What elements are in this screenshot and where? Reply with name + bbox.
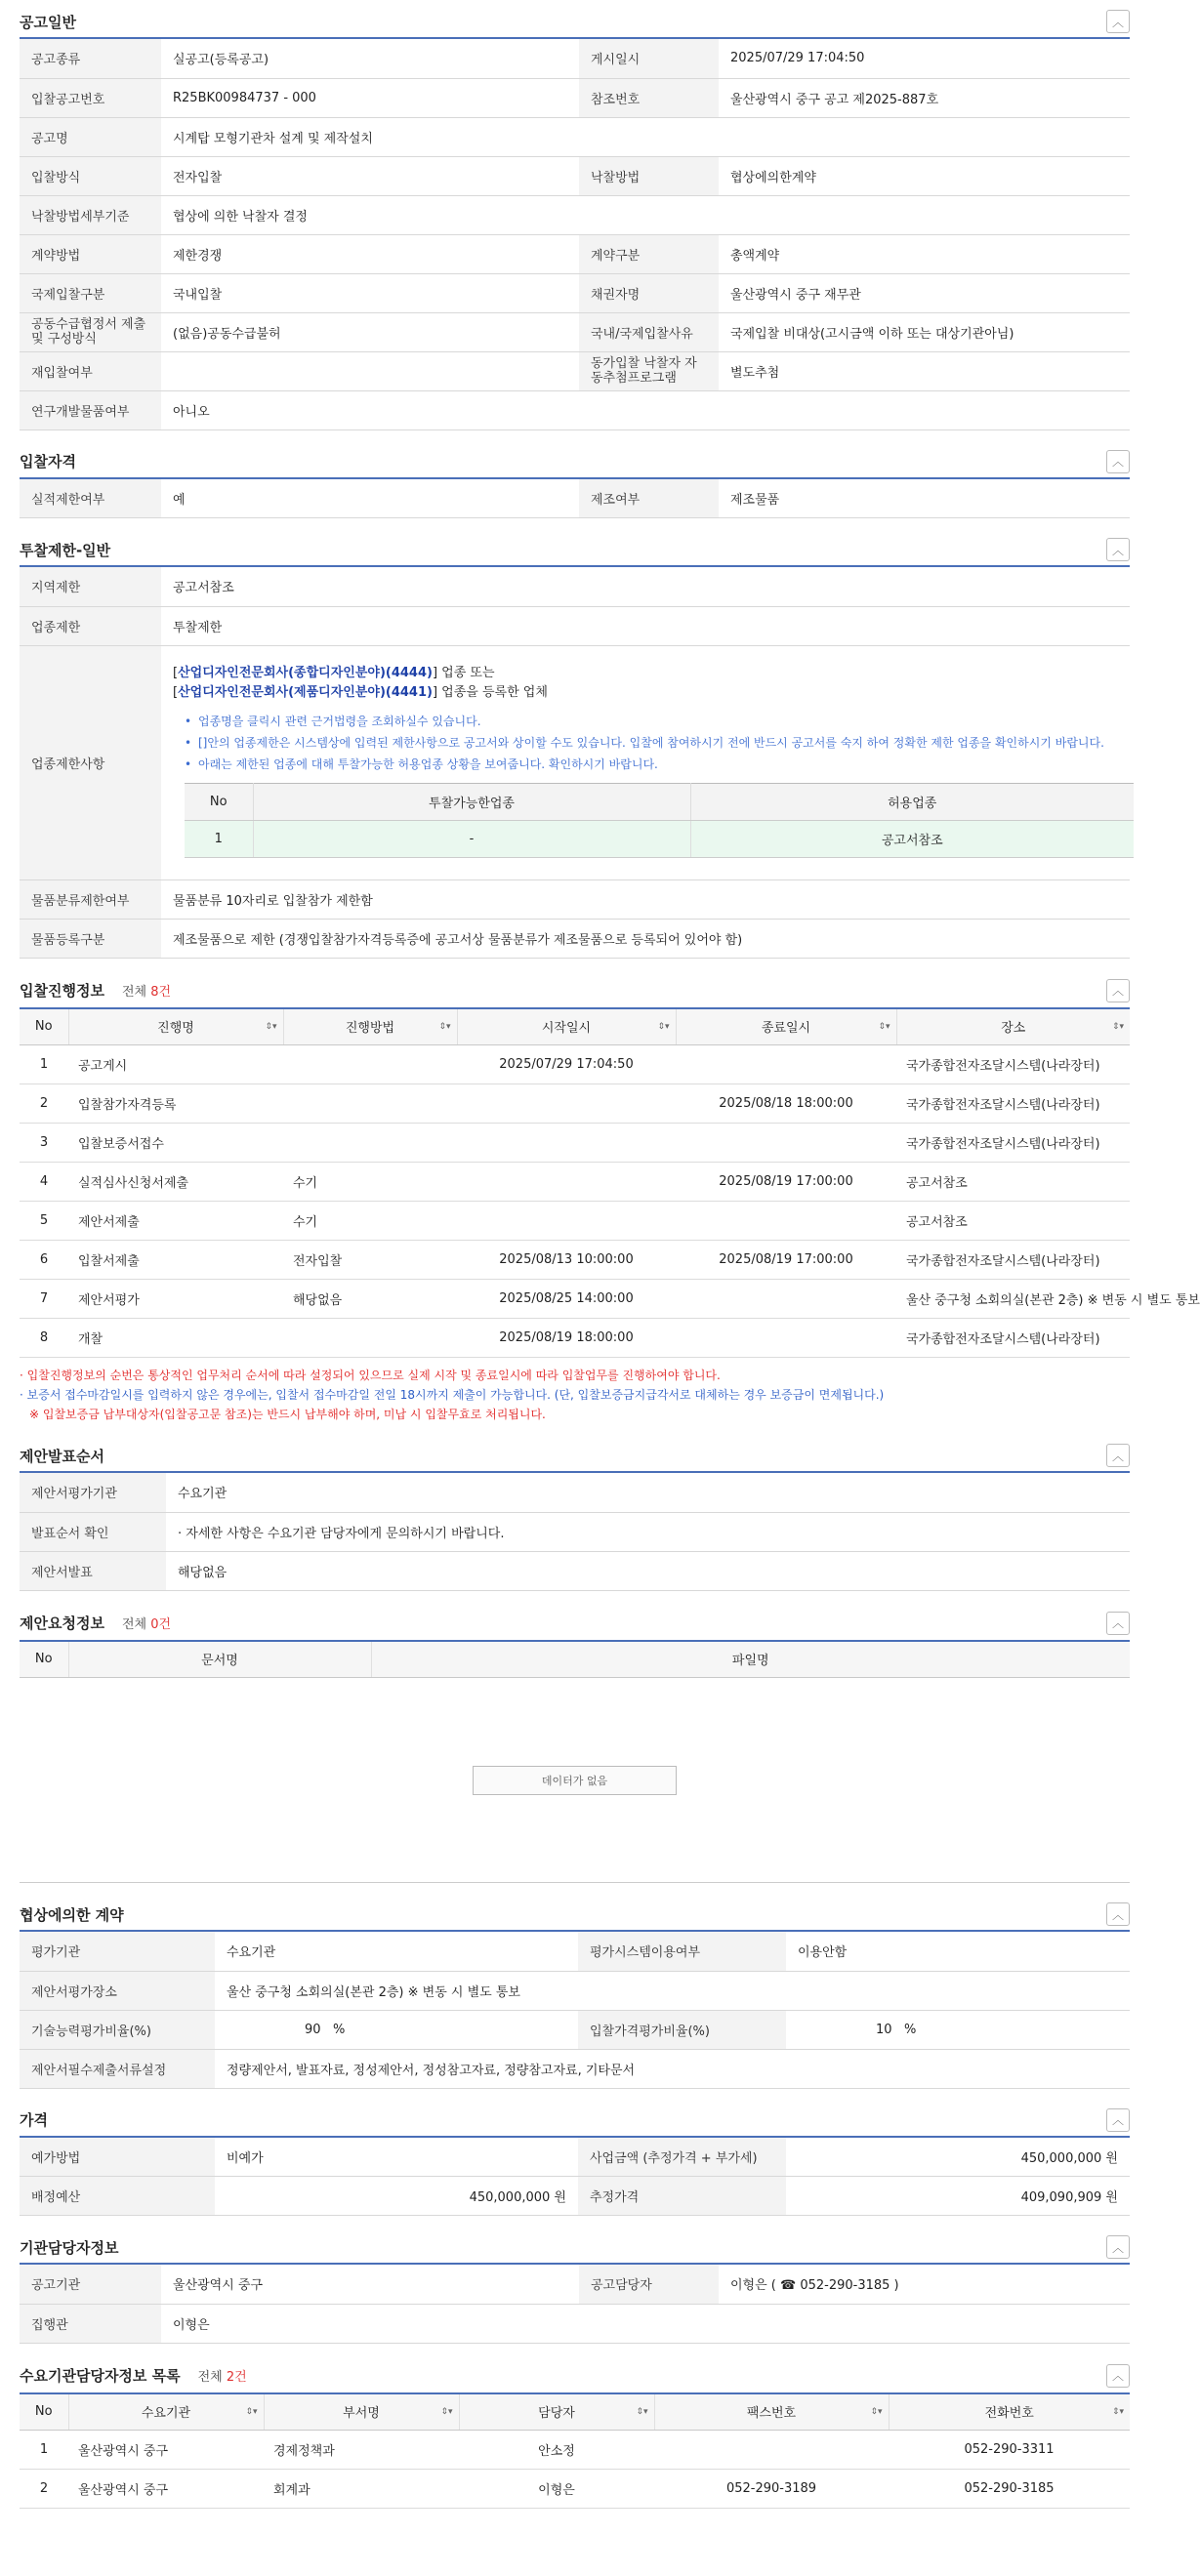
field-label: 게시일시: [579, 39, 719, 78]
table-row[interactable]: [20, 1202, 1130, 1241]
note-item: · 보증서 접수마감일시를 입력하지 않은 경우에는, 입찰서 접수마감일 전일 18시까지 제출이 가능합니다. (단, 입찰보증금지급각서로 대체하는 경우 보증금이 면제됩니다.): [20, 1388, 885, 1402]
sort-filter-icon[interactable]: ⇕▾: [440, 2406, 453, 2417]
section-header: [20, 974, 1130, 1007]
table-row: [185, 820, 1134, 857]
cell: 울산 중구청 소회의실(본관 2층) ※ 변동 시 별도 통보: [896, 1280, 1130, 1319]
section-general: [20, 6, 1130, 430]
cell: 국가종합전자조달시스템(나라장터): [896, 1319, 1130, 1358]
progress-table: [20, 1007, 1200, 1359]
general-row: [20, 195, 1130, 234]
cell: 국가종합전자조달시스템(나라장터): [896, 1084, 1130, 1124]
section-header: [20, 2231, 1130, 2265]
field-value: 공고서참조: [161, 567, 1130, 606]
note-item: ※ 입찰보증금 납부대상자(입찰공고문 참조)는 반드시 납부해야 하며, 미납 시 입찰무효로 처리됩니다.: [29, 1408, 546, 1421]
column-label: 종료일시: [761, 1021, 811, 1037]
cell: 052-290-3185: [889, 2470, 1130, 2509]
collapse-icon[interactable]: ︿: [1106, 1902, 1130, 1926]
cell: [283, 1124, 457, 1163]
value-number: 10: [876, 2022, 892, 2037]
cell: 5: [20, 1202, 68, 1241]
general-row: [20, 273, 1130, 312]
field-value: 총액계약: [719, 234, 1130, 273]
negotiation-table: [20, 1932, 1130, 2089]
section-demand: [20, 2359, 1130, 2510]
collapse-icon[interactable]: ︿: [1106, 538, 1130, 561]
field-label: 공고종류: [20, 39, 161, 78]
section-title: [20, 1613, 171, 1633]
field-value: 울산 중구청 소회의실(본관 2층) ※ 변동 시 별도 통보: [215, 1971, 1130, 2010]
collapse-icon[interactable]: ︿: [1106, 1612, 1130, 1635]
general-table: [20, 39, 1130, 430]
sort-filter-icon[interactable]: ⇕▾: [657, 1021, 670, 1032]
cell: 입찰보증서접수: [68, 1124, 283, 1163]
field-label: 재입찰여부: [20, 351, 161, 390]
restriction-table: [20, 567, 1130, 959]
field-label: 공고담당자: [579, 2265, 719, 2304]
section-progress: [20, 974, 1200, 1425]
field-label: 공고명: [20, 117, 161, 156]
field-label: 기술능력평가비율(%): [20, 2010, 215, 2049]
field-value: [161, 351, 579, 390]
column-header[interactable]: [896, 1008, 1130, 1045]
section-qualification: [20, 446, 1130, 519]
field-value: 비예가: [215, 2138, 578, 2177]
count-prefix: 전체: [197, 2370, 223, 2385]
field-label: 실적제한여부: [20, 479, 161, 518]
column-header[interactable]: [457, 1008, 676, 1045]
section-title: 공고일반: [20, 13, 76, 31]
unit: %: [332, 2022, 346, 2037]
cell: 1: [20, 1045, 68, 1084]
field-label: 예가방법: [20, 2138, 215, 2177]
section-header: [20, 1607, 1130, 1640]
cell: [676, 1045, 896, 1084]
field-label: 입찰가격평가비율(%): [578, 2010, 786, 2049]
cell: 2025/08/13 10:00:00: [457, 1241, 676, 1280]
field-value: 협상에 의한 낙찰자 결정: [161, 195, 1130, 234]
field-value: (없음)공동수급불허: [161, 312, 579, 351]
field-value: 물품분류 10자리로 입찰참가 제한함: [161, 879, 1130, 919]
field-value: [786, 2010, 1130, 2049]
cell: 이형은: [459, 2470, 654, 2509]
section-header: [20, 2359, 1130, 2392]
table-row[interactable]: [20, 1280, 1130, 1319]
cell: 국가종합전자조달시스템(나라장터): [896, 1124, 1130, 1163]
column-header: No: [185, 783, 253, 820]
field-label: 제안서필수제출서류설정: [20, 2049, 215, 2088]
table-row[interactable]: [20, 1241, 1130, 1280]
cell: 공고서참조: [896, 1202, 1130, 1241]
field-value: 울산광역시 중구: [161, 2265, 579, 2304]
field-value: 이형은: [161, 2304, 1130, 2343]
cell: 8: [20, 1319, 68, 1358]
cell: 052-290-3311: [889, 2431, 1130, 2470]
cell: [654, 2431, 889, 2470]
cell: 입찰참가자격등록: [68, 1084, 283, 1124]
allowed-industry-table: [185, 783, 1134, 858]
cell: 2: [20, 2470, 68, 2509]
field-value: 울산광역시 중구 재무관: [719, 273, 1130, 312]
empty-message: 데이터가 없음: [473, 1766, 677, 1795]
proposal-order-table: [20, 1473, 1130, 1591]
table-row[interactable]: [20, 1045, 1130, 1084]
cell: 안소정: [459, 2431, 654, 2470]
field-label: 채권자명: [579, 273, 719, 312]
field-label: 제안서평가장소: [20, 1971, 215, 2010]
section-title: 가격: [20, 2111, 48, 2129]
field-label: 낙찰방법세부기준: [20, 195, 161, 234]
title-text: 입찰진행정보: [20, 982, 104, 1000]
field-label: 업종제한: [20, 606, 161, 645]
cell: 공고서참조: [896, 1163, 1130, 1202]
cell: 개찰: [68, 1319, 283, 1358]
collapse-icon[interactable]: ︿: [1106, 2235, 1130, 2259]
count-value: 0건: [150, 1617, 172, 1632]
general-row: [20, 390, 1130, 429]
section-title: 기관담당자정보: [20, 2238, 119, 2257]
table-row[interactable]: [20, 1084, 1130, 1124]
sort-filter-icon[interactable]: ⇕▾: [265, 1021, 277, 1032]
section-header: [20, 446, 1130, 479]
cell: [676, 1319, 896, 1358]
note-item: · 입찰진행정보의 순번은 통상적인 업무처리 순서에 따라 설정되어 있으므로 실제 시작 및 종료일시에 따라 입찰업무를 진행하여야 합니다.: [20, 1369, 721, 1382]
field-value: 이형은 ( ☎ 052-290-3185 ): [719, 2265, 1130, 2304]
note-item: • 업종명을 클릭시 관련 근거법령을 조회하실수 있습니다.: [185, 711, 1118, 732]
field-value: 전자입찰: [161, 156, 579, 195]
section-header: [20, 6, 1130, 39]
column-header[interactable]: 문서명: [68, 1641, 371, 1678]
field-value: 450,000,000 원: [786, 2138, 1130, 2177]
column-header[interactable]: [264, 2393, 459, 2431]
field-label: 제안서평가기관: [20, 1473, 166, 1512]
column-header[interactable]: [459, 2393, 654, 2431]
column-label: 팩스번호: [746, 2406, 797, 2422]
column-label: 시작일시: [541, 1021, 592, 1037]
cell: -: [253, 820, 690, 857]
field-value: 별도추첨: [719, 351, 1130, 390]
note-item: • []안의 업종제한은 시스템상에 입력된 제한사항으로 공고서와 상이할 수도 있습니다. 입찰에 참여하시기 전에 반드시 공고서를 숙지 하여 정확한 제한 업종을 확인하시기 바랍니다.: [185, 732, 1118, 754]
count-prefix: 전체: [121, 985, 147, 1000]
column-header[interactable]: [889, 2393, 1130, 2431]
count-prefix: 전체: [121, 1617, 147, 1632]
restriction-notes: [185, 711, 1118, 775]
column-label: 담당자: [538, 2406, 575, 2422]
cell: 2025/08/19 17:00:00: [676, 1163, 896, 1202]
cell: 2025/08/25 14:00:00: [457, 1280, 676, 1319]
field-value: [215, 2010, 578, 2049]
section-price: [20, 2105, 1130, 2217]
field-value: 제조물품: [719, 479, 1130, 518]
general-row: [20, 312, 1130, 351]
price-table: [20, 2138, 1130, 2217]
cell: 3: [20, 1124, 68, 1163]
count-value: 8건: [150, 985, 172, 1000]
column-label: 전화번호: [984, 2406, 1034, 2422]
sort-filter-icon[interactable]: ⇕▾: [245, 2406, 258, 2417]
count-value: 2건: [226, 2370, 247, 2385]
cell: 실적심사신청서제출: [68, 1163, 283, 1202]
industry-detail: [161, 645, 1130, 879]
title-text: 수요기관담당자정보 목록: [20, 2367, 181, 2385]
sort-filter-icon[interactable]: ⇕▾: [1111, 1021, 1124, 1032]
collapse-icon[interactable]: ︿: [1106, 450, 1130, 473]
note-item: • 아래는 제한된 업종에 대해 투찰가능한 허용업종 상황을 보여줍니다. 확인하시기 바랍니다.: [185, 754, 1118, 775]
section-title: [20, 2365, 247, 2386]
field-value: R25BK00984737 - 000: [161, 78, 579, 117]
section-negotiation: [20, 1899, 1130, 2089]
column-header[interactable]: 파일명: [371, 1641, 1130, 1678]
field-label: 낙찰방법: [579, 156, 719, 195]
cell: 수기: [283, 1163, 457, 1202]
column-label: 장소: [1001, 1021, 1026, 1037]
cell: 전자입찰: [283, 1241, 457, 1280]
title-text: 제안요청정보: [20, 1615, 104, 1632]
section-header: [20, 1899, 1130, 1932]
cell: 2025/08/19 17:00:00: [676, 1241, 896, 1280]
section-title: 입찰자격: [20, 453, 76, 470]
field-value: 제조물품으로 제한 (경쟁입찰참가자격등록증에 공고서상 물품분류가 제조물품으로 등록되어 있어야 함): [161, 919, 1130, 958]
column-header: 투찰가능한업종: [253, 783, 690, 820]
sort-filter-icon[interactable]: ⇕▾: [878, 1021, 890, 1032]
section-title: 협상에의한 계약: [20, 1905, 124, 1924]
field-value: 409,090,909 원: [786, 2177, 1130, 2216]
column-label: 진행방법: [345, 1021, 395, 1037]
empty-state: [20, 1678, 1130, 1883]
qualification-table: [20, 479, 1130, 519]
table-row[interactable]: [20, 1319, 1130, 1358]
cell: 경제정책과: [264, 2431, 459, 2470]
cell: [457, 1084, 676, 1124]
field-value: 이용안함: [786, 1932, 1130, 1971]
field-label: 공동수급협정서 제출 및 구성방식: [20, 312, 161, 351]
count-label: [122, 1617, 171, 1632]
industry-suffix: ] 업종 또는: [432, 665, 495, 680]
field-label: 집행관: [20, 2304, 161, 2343]
cell: 울산광역시 중구: [68, 2470, 264, 2509]
column-label: 부서명: [343, 2406, 380, 2422]
field-value: 2025/07/29 17:04:50: [719, 39, 1130, 78]
field-label: 계약구분: [579, 234, 719, 273]
cell: 국가종합전자조달시스템(나라장터): [896, 1045, 1130, 1084]
field-value: 제한경쟁: [161, 234, 579, 273]
count-label: [198, 2370, 247, 2385]
section-header: [20, 2105, 1130, 2138]
field-value: 수요기관: [166, 1473, 1130, 1512]
section-proposal-order: [20, 1440, 1130, 1591]
collapse-icon[interactable]: ︿: [1106, 2364, 1130, 2388]
field-value: 국내입찰: [161, 273, 579, 312]
field-value: 예: [161, 479, 579, 518]
section-title: 제안발표순서: [20, 1447, 104, 1465]
note-text: 입찰진행정보의 순번은 통상적인 업무처리 순서에 따라 설정되어 있으므로 실제 시작 및 종료일시에 따라 입찰업무를 진행하여야 합니다.: [26, 1369, 721, 1382]
cell: 국가종합전자조달시스템(나라장터): [896, 1241, 1130, 1280]
cell: [283, 1084, 457, 1124]
field-label: 물품등록구분: [20, 919, 161, 958]
industry-suffix: ] 업종을 등록한 업체: [432, 684, 548, 700]
field-value: 해당없음: [166, 1551, 1130, 1590]
cell: 4: [20, 1163, 68, 1202]
section-title: [20, 980, 171, 1001]
field-label: 동가입찰 낙찰자 자동추첨프로그램: [579, 351, 719, 390]
general-row: [20, 234, 1130, 273]
column-label: 진행명: [157, 1021, 194, 1037]
note-text: 보증서 접수마감일시를 입력하지 않은 경우에는, 입찰서 접수마감일 전일 18시까지 제출이 가능합니다. (단, 입찰보증금지급각서로 대체하는 경우 보증금이 면제됩니다.): [26, 1388, 885, 1402]
sort-filter-icon[interactable]: ⇕▾: [636, 2406, 648, 2417]
cell: 제안서평가: [68, 1280, 283, 1319]
industry-link-4444[interactable]: 산업디자인전문회사(종합디자인분야)(4444): [178, 665, 433, 680]
field-label: 입찰공고번호: [20, 78, 161, 117]
cell: [457, 1124, 676, 1163]
section-header: [20, 1440, 1130, 1473]
general-row: [20, 156, 1130, 195]
table-row[interactable]: [20, 2470, 1130, 2509]
column-header[interactable]: [676, 1008, 896, 1045]
table-row[interactable]: [20, 1124, 1130, 1163]
field-value: 시계탑 모형기관차 설계 및 제작설치: [161, 117, 1130, 156]
cell: 제안서제출: [68, 1202, 283, 1241]
collapse-icon[interactable]: ︿: [1106, 1444, 1130, 1467]
field-value: 협상에의한계약: [719, 156, 1130, 195]
collapse-icon[interactable]: ︿: [1106, 10, 1130, 33]
cell: [676, 1202, 896, 1241]
cell: 공고서참조: [690, 820, 1134, 857]
column-header[interactable]: [654, 2393, 889, 2431]
proposal-request-table: [20, 1640, 1130, 1679]
field-value: 투찰제한: [161, 606, 1130, 645]
cell: 해당없음: [283, 1280, 457, 1319]
collapse-icon[interactable]: ︿: [1106, 2108, 1130, 2132]
value-text: 자세한 사항은 수요기관 담당자에게 문의하시기 바랍니다.: [186, 1526, 505, 1541]
cell: 2025/08/18 18:00:00: [676, 1084, 896, 1124]
field-value: 450,000,000 원: [215, 2177, 578, 2216]
cell: [676, 1124, 896, 1163]
contact-table: [20, 2265, 1130, 2344]
cell: 1: [185, 820, 253, 857]
cell: 2: [20, 1084, 68, 1124]
field-label: 배정예산: [20, 2177, 215, 2216]
field-value: · 자세한 사항은 수요기관 담당자에게 문의하시기 바랍니다.: [166, 1512, 1130, 1551]
section-header: [20, 534, 1130, 567]
general-row: [20, 351, 1130, 390]
field-label: 제안서발표: [20, 1551, 166, 1590]
cell: [283, 1045, 457, 1084]
field-label: 계약방법: [20, 234, 161, 273]
general-row: [20, 117, 1130, 156]
sort-filter-icon[interactable]: ⇕▾: [1111, 2406, 1124, 2417]
cell: [283, 1319, 457, 1358]
sort-filter-icon[interactable]: ⇕▾: [438, 1021, 451, 1032]
collapse-icon[interactable]: ︿: [1106, 979, 1130, 1002]
field-value: 수요기관: [215, 1932, 578, 1971]
field-label: 업종제한사항: [20, 645, 161, 879]
field-label: 참조번호: [579, 78, 719, 117]
section-title: 투찰제한-일반: [20, 541, 111, 559]
field-label: 국내/국제입찰사유: [579, 312, 719, 351]
field-label: 국제입찰구분: [20, 273, 161, 312]
column-header: 허용업종: [690, 783, 1134, 820]
field-value: 국제입찰 비대상(고시금액 이하 또는 대상기관아님): [719, 312, 1130, 351]
bracket-open: [: [173, 684, 179, 700]
field-label: 평가시스템이용여부: [578, 1932, 786, 1971]
demand-table: [20, 2392, 1130, 2510]
cell: 입찰서제출: [68, 1241, 283, 1280]
field-label: 발표순서 확인: [20, 1512, 166, 1551]
cell: 052-290-3189: [654, 2470, 889, 2509]
progress-notes: [20, 1366, 1130, 1424]
field-value: 아니오: [161, 390, 1130, 429]
unit: %: [903, 2022, 917, 2037]
column-header[interactable]: No: [20, 1641, 68, 1678]
cell: 공고게시: [68, 1045, 283, 1084]
cell: [457, 1163, 676, 1202]
field-label: 지역제한: [20, 567, 161, 606]
industry-link-4441[interactable]: 산업디자인전문회사(제품디자인분야)(4441): [178, 684, 433, 700]
field-label: 입찰방식: [20, 156, 161, 195]
column-header[interactable]: [68, 2393, 264, 2431]
cell: 2025/08/19 18:00:00: [457, 1319, 676, 1358]
column-header[interactable]: [68, 1008, 283, 1045]
field-label: 사업금액 (추정가격 + 부가세): [578, 2138, 786, 2177]
cell: 회계과: [264, 2470, 459, 2509]
cell: 2025/07/29 17:04:50: [457, 1045, 676, 1084]
field-label: 추정가격: [578, 2177, 786, 2216]
section-contact: [20, 2231, 1130, 2344]
cell: 1: [20, 2431, 68, 2470]
cell: 7: [20, 1280, 68, 1319]
cell: 수기: [283, 1202, 457, 1241]
cell: 울산광역시 중구: [68, 2431, 264, 2470]
table-row[interactable]: [20, 1163, 1130, 1202]
field-value: 울산광역시 중구 공고 제2025-887호: [719, 78, 1130, 117]
general-row: [20, 78, 1130, 117]
column-label: No: [34, 1019, 53, 1035]
field-value: 정량제안서, 발표자료, 정성제안서, 정성참고자료, 정량참고자료, 기타문서: [215, 2049, 1130, 2088]
field-value: 실공고(등록공고): [161, 39, 579, 78]
field-label: 연구개발물품여부: [20, 390, 161, 429]
column-header[interactable]: [20, 2393, 68, 2431]
cell: [676, 1280, 896, 1319]
count-label: [122, 985, 171, 1000]
bracket-open: [: [173, 665, 179, 680]
column-header[interactable]: [283, 1008, 457, 1045]
section-proposal-request: [20, 1607, 1130, 1884]
table-row[interactable]: [20, 2431, 1130, 2470]
column-header[interactable]: [20, 1008, 68, 1045]
column-label: No: [34, 2404, 53, 2420]
sort-filter-icon[interactable]: ⇕▾: [870, 2406, 883, 2417]
general-row: [20, 39, 1130, 78]
column-label: 수요기관: [141, 2406, 191, 2422]
cell: [457, 1202, 676, 1241]
field-label: 평가기관: [20, 1932, 215, 1971]
section-restriction: [20, 534, 1130, 959]
field-label: 제조여부: [579, 479, 719, 518]
field-label: 공고기관: [20, 2265, 161, 2304]
cell: 6: [20, 1241, 68, 1280]
value-number: 90: [305, 2022, 321, 2037]
field-label: 물품분류제한여부: [20, 879, 161, 919]
